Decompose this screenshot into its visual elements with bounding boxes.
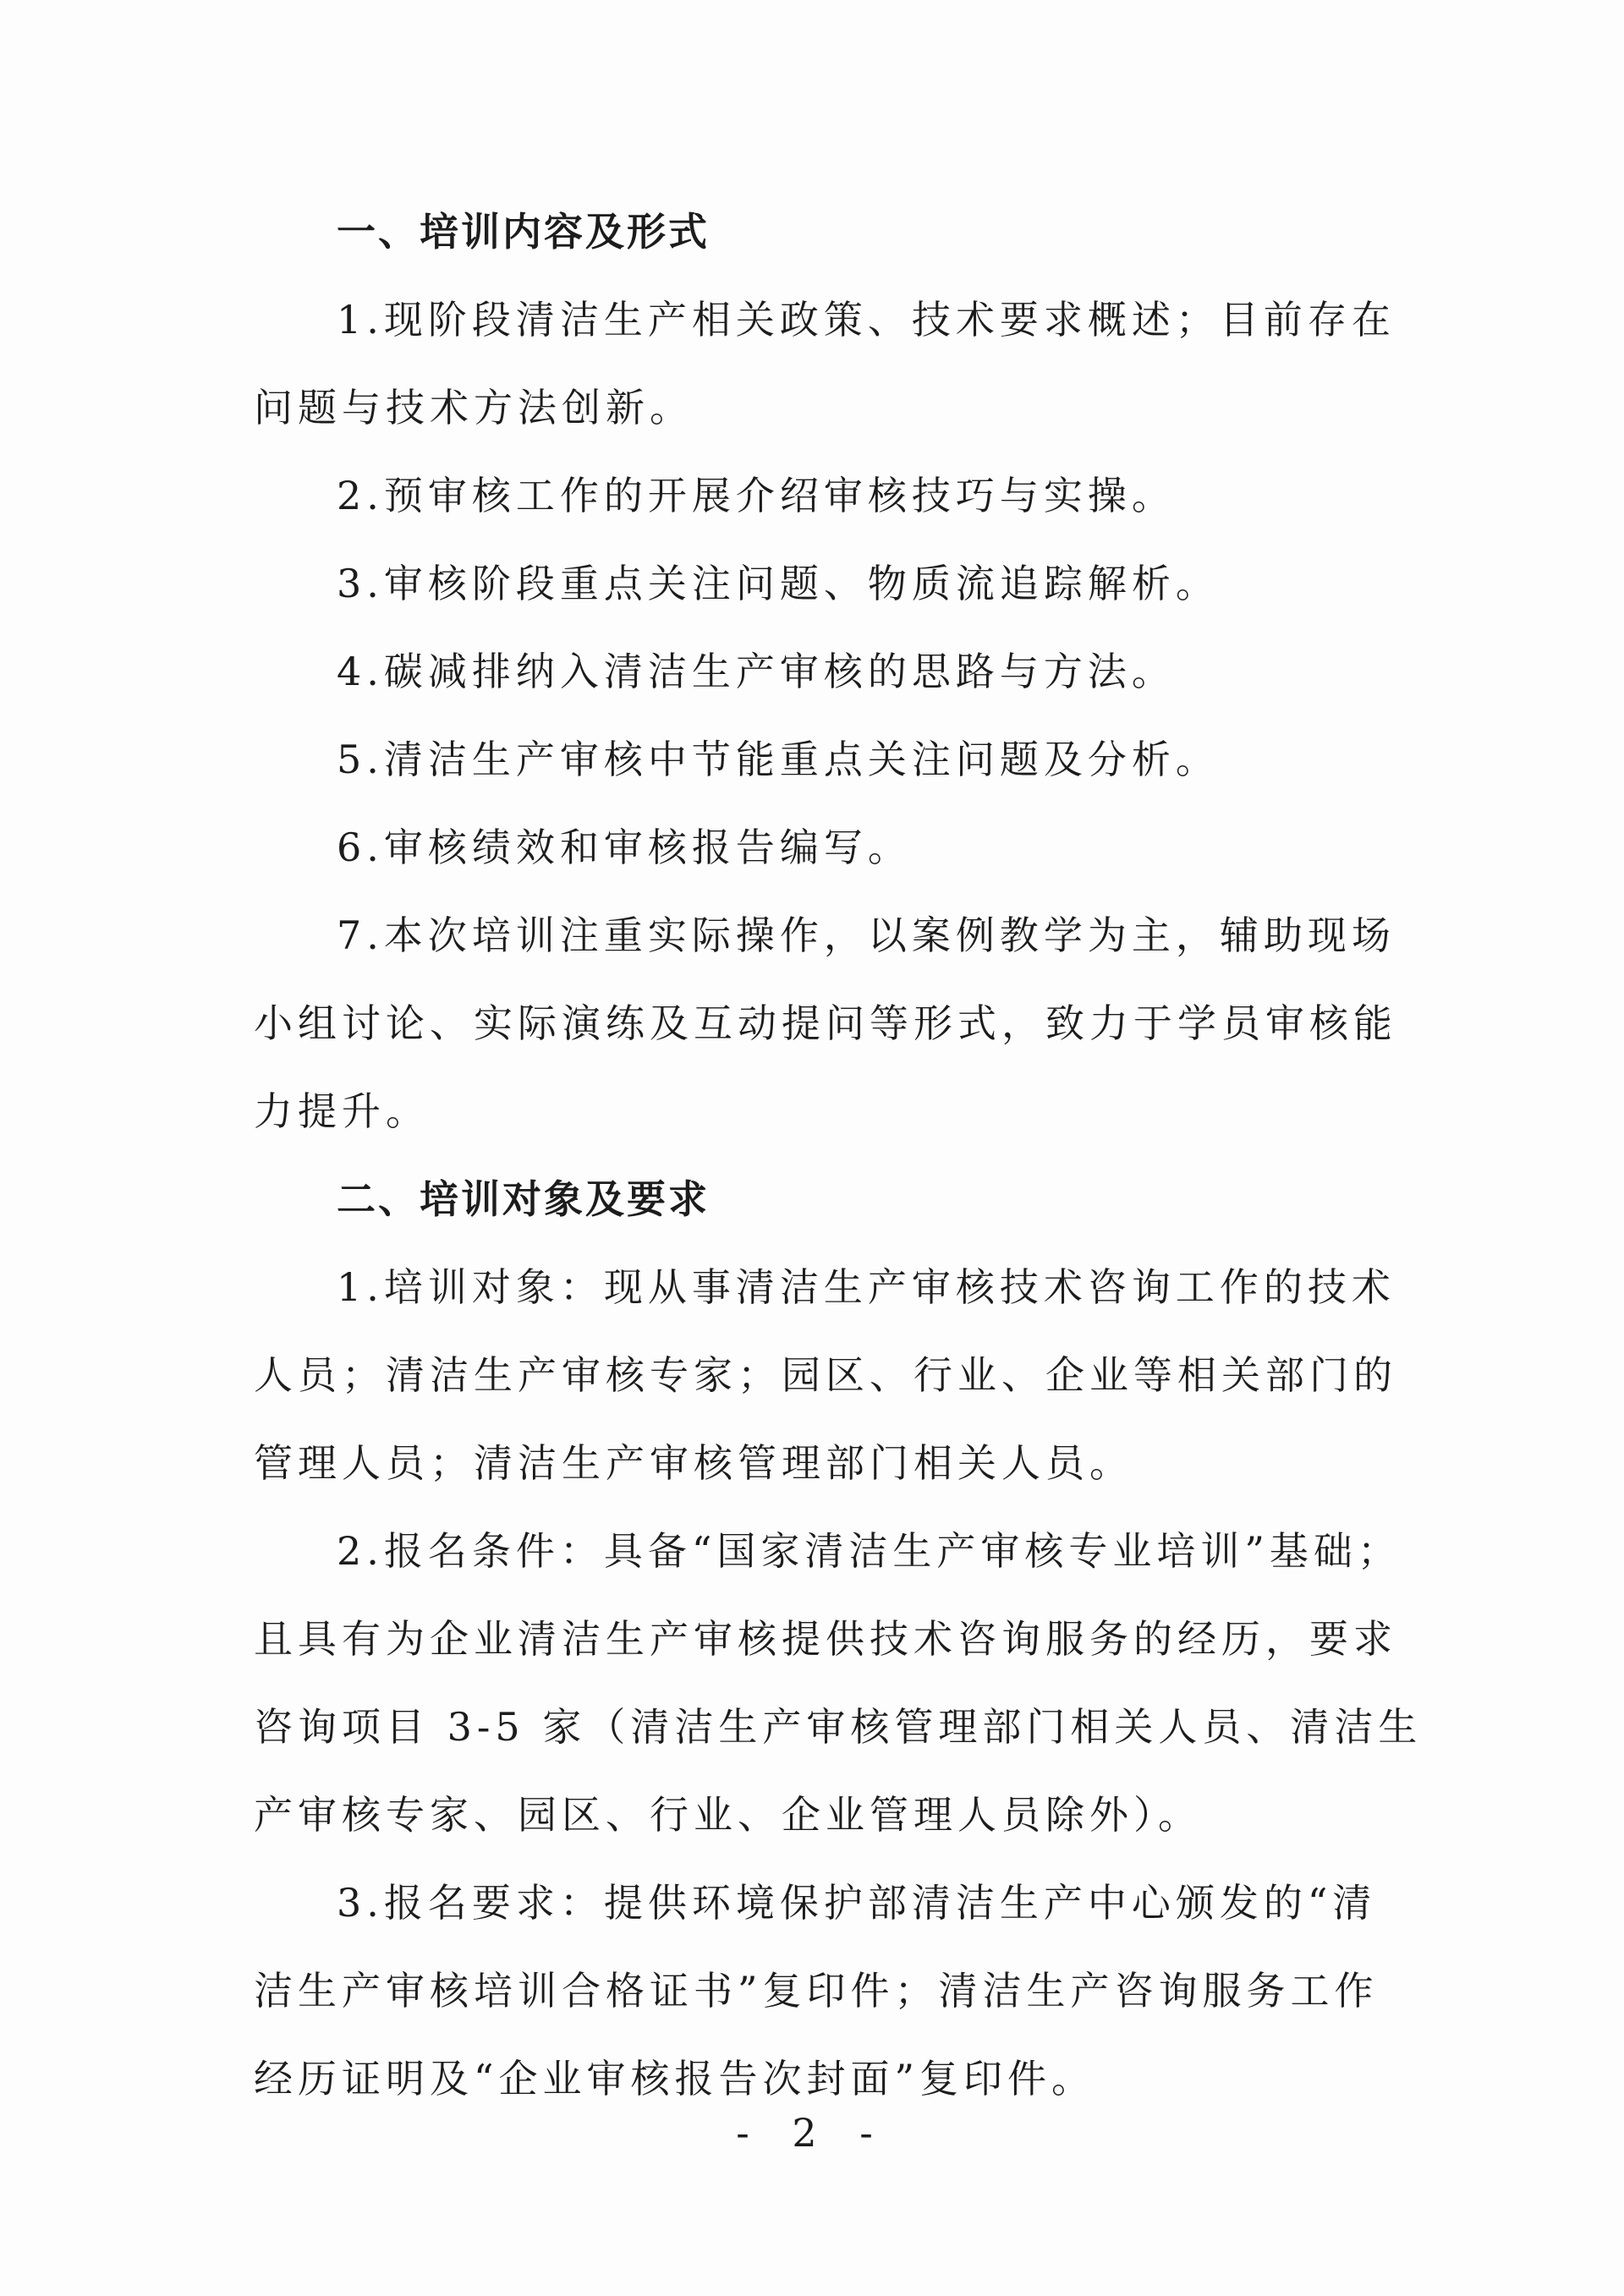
- paragraph-line: 3.审核阶段重点关注问题、物质流追踪解析。: [337, 561, 1220, 606]
- paragraph-line: 4.碳减排纳入清洁生产审核的思路与方法。: [337, 649, 1176, 694]
- paragraph-line: 2.预审核工作的开展介绍审核技巧与实操。: [337, 473, 1176, 518]
- paragraph-line: 经历证明及“企业审核报告次封面”复印件。: [254, 2056, 1096, 2101]
- paragraph-line: 1.现阶段清洁生产相关政策、技术要求概述；目前存在: [337, 297, 1396, 342]
- paragraph-line: 洁生产审核培训合格证书”复印件；清洁生产咨询服务工作: [254, 1968, 1379, 2014]
- paragraph-line: 人员；清洁生产审核专家；园区、行业、企业等相关部门的: [254, 1352, 1397, 1398]
- paragraph-line: 力提升。: [254, 1088, 430, 1134]
- paragraph-line: 管理人员；清洁生产审核管理部门相关人员。: [254, 1440, 1133, 1486]
- paragraph-line: 咨询项目 3-5 家（清洁生产审核管理部门相关人员、清洁生: [254, 1704, 1423, 1750]
- paragraph-line: 6.审核绩效和审核报告编写。: [337, 825, 912, 870]
- section-heading-training-content: 一、培训内容及形式: [337, 209, 710, 255]
- paragraph-line: 7.本次培训注重实际操作，以案例教学为主，辅助现场: [337, 912, 1396, 958]
- paragraph-line: 2.报名条件：具备“国家清洁生产审核专业培训”基础；: [337, 1528, 1402, 1574]
- page-number: - 2 -: [736, 2110, 888, 2156]
- paragraph-line: 小组讨论、实际演练及互动提问等形式，致力于学员审核能: [254, 1000, 1397, 1046]
- paragraph-line: 且具有为企业清洁生产审核提供技术咨询服务的经历，要求: [254, 1616, 1397, 1662]
- paragraph-line: 1.培训对象：现从事清洁生产审核技术咨询工作的技术: [337, 1264, 1396, 1310]
- section-heading-training-targets: 二、培训对象及要求: [337, 1176, 710, 1222]
- paragraph-line: 问题与技术方法创新。: [254, 385, 694, 430]
- paragraph-line: 产审核专家、园区、行业、企业管理人员除外）。: [254, 1792, 1202, 1838]
- paragraph-line: 3.报名要求：提供环境保护部清洁生产中心颁发的“清: [337, 1880, 1377, 1926]
- paragraph-line: 5.清洁生产审核中节能重点关注问题及分析。: [337, 737, 1220, 782]
- document-body: [254, 188, 1423, 2123]
